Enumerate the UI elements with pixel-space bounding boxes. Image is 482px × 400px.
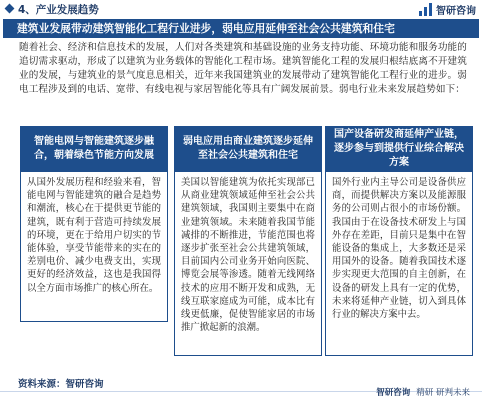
footer-brand: 智研咨询 (376, 388, 411, 398)
footer (376, 386, 470, 398)
bar-chart-logo-icon (419, 3, 433, 16)
brand (419, 2, 476, 17)
intro-paragraph: 随着社会、经济和信息技术的发展，人们对各类建筑和基础设施的业务支持功能、环境功能和服务功能的追切需求驱动，形成了以建筑为业务载体的智能化工程市场。建筑智能化工程的发展归根结底离不开建筑业的发展，与建筑业的景气度息息相关，近年来我国建筑业的发展带动了建筑智能化工程行业的进步。弱电工程涉及到的电话、宽带、有线电视与家居智能化等具有广阔发展前景。弱电行业未来发展趋势如下： (19, 42, 467, 95)
trend-body-3: 国外行业内主导公司是设备供应商，而提供解决方案以及能源服务的公司则占很小的市场份额。我国由于在设备技术研发上与国外存在差距，目前只是集中在智能设备的集成上，大多数还是采用国外的设备。随着我国技术逐步实现更大范围的自主创新，在设备的研发上具有一定的优势，未来将延伸产业链，切入到具体行业的解决方案中去。 (325, 172, 473, 356)
footer-slogan: 精研 研判未来 (416, 388, 470, 398)
trend-column-1 (20, 126, 168, 322)
title-bar: 建筑业发展带动建筑智能化工程行业进步，弱电应用延伸至社会公共建筑和住宅 (3, 19, 479, 38)
source-note: 资料来源：智研咨询 (18, 379, 104, 390)
top-bar (0, 0, 482, 18)
section-diamond-icon (5, 4, 15, 14)
trend-body-1: 从国外发展历程和经验来看，智能电网与智能建筑的融合是趋势和潮流，核心在于提供更节能的建筑，既有利于营造可持续发展的环境，更在于给用户切实的节能体验，享受节能带来的实在的差别电价、减少电费支出，实现更好的经济效益，这也是我国得以全方面市场推广的核心所在。 (20, 172, 168, 322)
section-title: 4、产业发展趋势 (18, 4, 99, 16)
trend-column-3 (325, 126, 473, 356)
brand-name: 智研咨询 (436, 6, 476, 17)
trend-heading-2: 弱电应用由商业建筑逐步延伸至社会公共建筑和住宅 (174, 126, 322, 172)
trend-heading-3: 国产设备研发商延伸产业链，逐步参与到提供行业综合解决方案 (325, 126, 473, 172)
trend-heading-1: 智能电网与智能建筑逐步融合，朝着绿色节能方向发展 (20, 126, 168, 172)
trend-column-2 (174, 126, 322, 356)
trend-body-2: 美国以智能建筑为依托实现部已从商业建筑领域延伸至社会公共建筑领域，我国则主要集中在商业建筑领域。未来随着我国节能减排的不断推进，节能范围也将逐步扩张至社会公共建筑领域，目前国内公司业务开始向医院、博览会展等渗透。随着无线网络技术的应用不断开发和成熟，无线互联家庭成为可能，成本比有线更低廉，促使智能家居的市场推广掀起新的浪潮。 (174, 172, 322, 356)
